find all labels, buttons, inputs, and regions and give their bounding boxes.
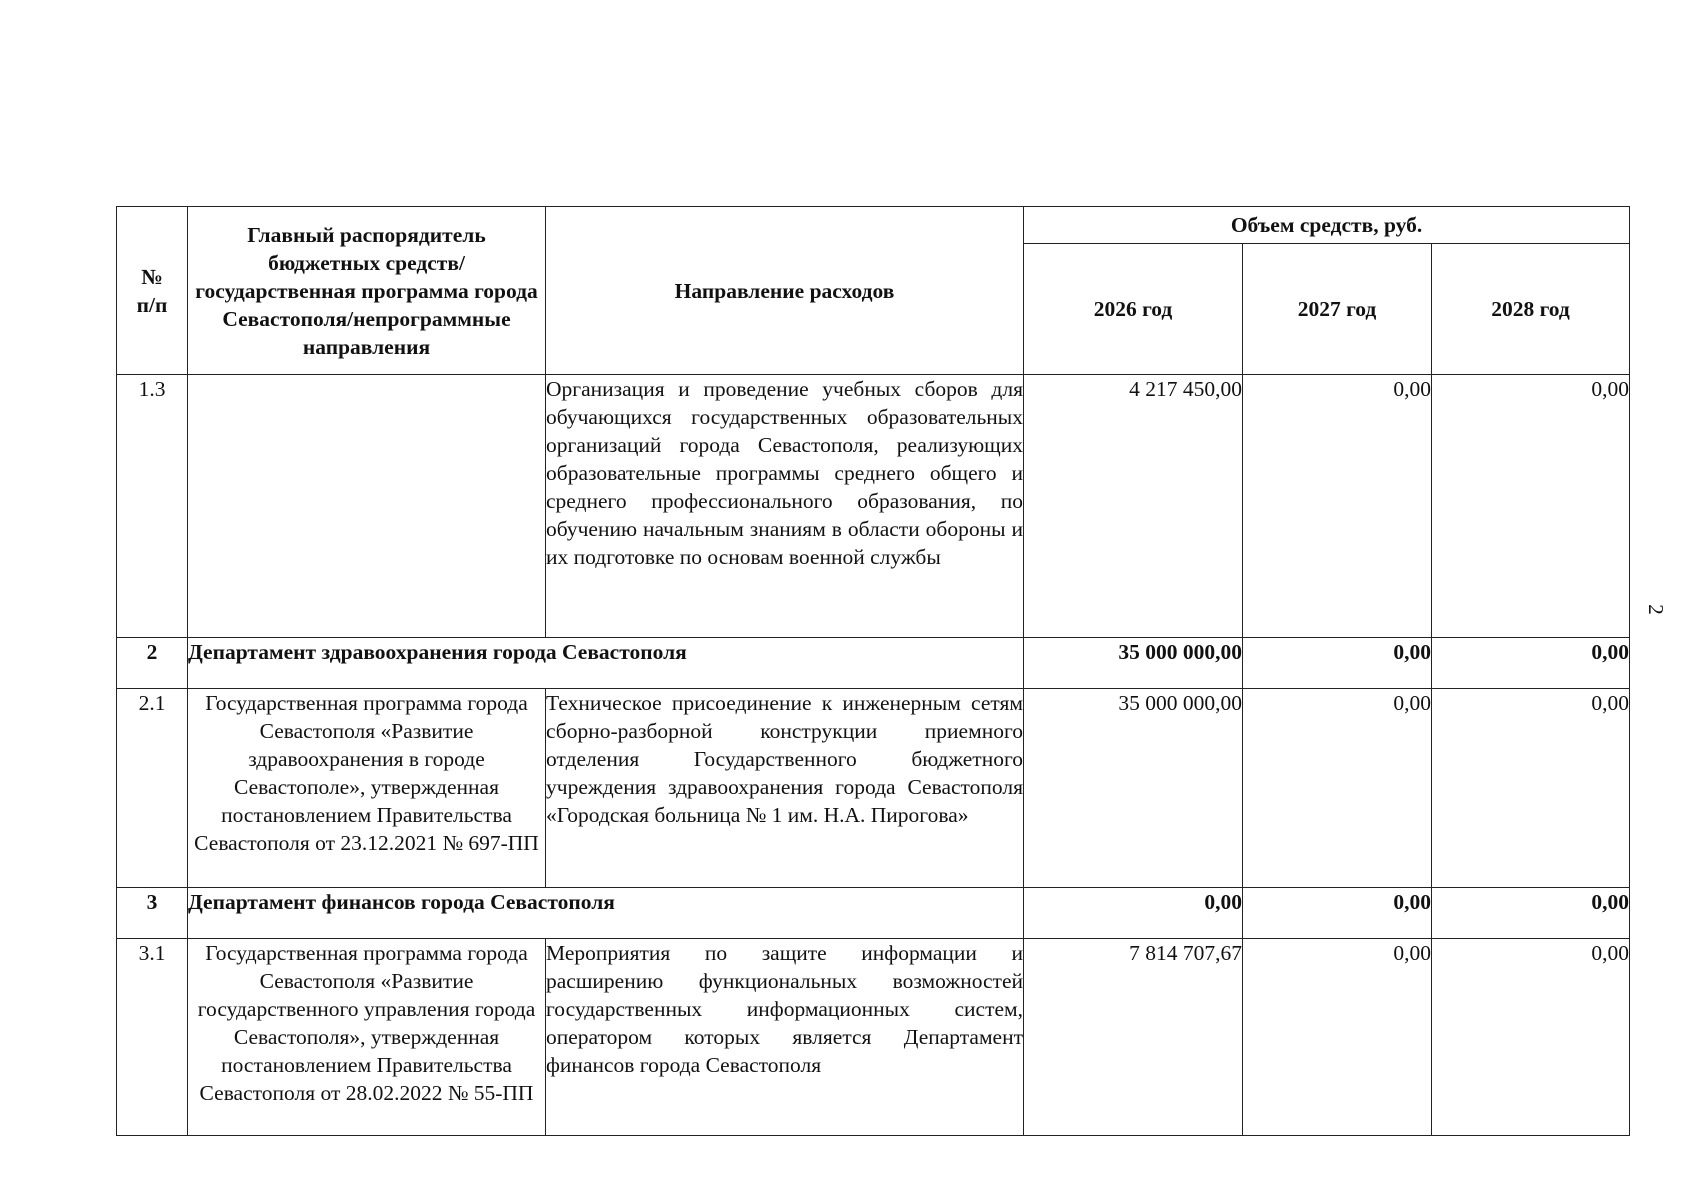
row-purpose: Организация и проведение учебных сборов для обучающихся государственных образовательных организаций города Севастополя, реализующих образовательные программы среднего общего и среднего профессионального образования, по обучению начальным знаниям в области обороны и их подготовке по основам военной службы [546,375,1024,638]
row-value-2026: 35 000 000,00 [1024,689,1243,888]
row-value-2028: 0,00 [1432,939,1630,1136]
header-row [117,207,1630,244]
row-purpose: Техническое присоединение к инженерным сетям сборно-разборной конструкции приемного отделения Государственного бюджетного учреждения здравоохранения города Севастополя «Городская больница № 1 им. Н.А. Пирогова» [546,689,1024,888]
department-value-2028: 0,00 [1432,638,1630,689]
table-row [117,375,1630,638]
header-year-2028: 2028 год [1432,244,1630,375]
header-year-2026: 2026 год [1024,244,1243,375]
row-purpose: Мероприятия по защите информации и расширению функциональных возможностей государственных информационных систем, оператором которых является Департамент финансов города Севастополя [546,939,1024,1136]
header-number [117,207,188,375]
header-volume-label: Объем средств, руб. [1230,213,1423,237]
row-number: 2.1 [117,689,188,888]
header-administrator-label: Главный распорядитель бюджетных средств/государственная программа города Севастополя/непрограммные направления [195,222,538,359]
budget-table [116,206,1630,1136]
row-number: 3.1 [117,939,188,1136]
department-row [117,888,1630,939]
department-value-2027: 0,00 [1243,888,1432,939]
row-value-2026: 7 814 707,67 [1024,939,1243,1136]
header-purpose-label: Направление расходов [674,278,895,303]
header-number-label: № п/п [136,264,168,317]
header-volume [1024,207,1630,244]
department-row [117,638,1630,689]
row-administrator [188,375,546,638]
department-value-2027: 0,00 [1243,638,1432,689]
table-row [117,689,1630,888]
row-administrator: Государственная программа города Севастополя «Развитие государственного управления города Севастополя», утвержденная постановлением Правительства Севастополя от 28.02.2022 № 55-ПП [188,939,546,1136]
row-value-2027: 0,00 [1243,689,1432,888]
row-value-2028: 0,00 [1432,689,1630,888]
row-value-2027: 0,00 [1243,375,1432,638]
department-name: Департамент финансов города Севастополя [188,888,1024,939]
department-value-2026: 35 000 000,00 [1024,638,1243,689]
header-year-2027: 2027 год [1243,244,1432,375]
row-number: 1.3 [117,375,188,638]
row-value-2028: 0,00 [1432,375,1630,638]
header-purpose [546,207,1024,375]
row-value-2026: 4 217 450,00 [1024,375,1243,638]
page-number: 2 [1643,604,1668,615]
department-value-2028: 0,00 [1432,888,1630,939]
table-row [117,939,1630,1136]
department-number: 2 [117,638,188,689]
department-value-2026: 0,00 [1024,888,1243,939]
row-value-2027: 0,00 [1243,939,1432,1136]
header-administrator [188,207,546,375]
department-name: Департамент здравоохранения города Севастополя [188,638,1024,689]
department-number: 3 [117,888,188,939]
row-administrator: Государственная программа города Севастополя «Развитие здравоохранения в городе Севастополе», утвержденная постановлением Правительства Севастополя от 23.12.2021 № 697-ПП [188,689,546,888]
